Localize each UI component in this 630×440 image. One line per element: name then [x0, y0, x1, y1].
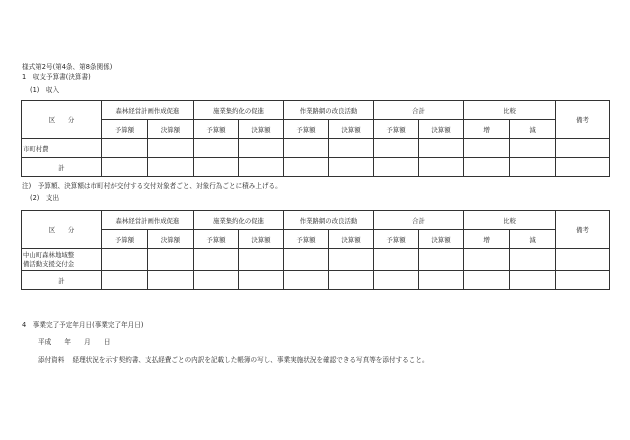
cell[interactable]: [148, 158, 194, 177]
cell[interactable]: [239, 271, 284, 290]
attachments: [38, 356, 429, 365]
cell[interactable]: [464, 249, 510, 271]
cell[interactable]: [194, 139, 239, 158]
cell[interactable]: [464, 158, 510, 177]
cell[interactable]: [419, 139, 464, 158]
subheader-increase: 増: [464, 230, 510, 249]
header-road-network: 作業路網の改良活動: [284, 101, 374, 120]
cell[interactable]: [419, 249, 464, 271]
row-label-grant-line1: 中山町森林地域整: [23, 251, 75, 259]
form-title: 様式第2号(第4条、第8条関係): [22, 63, 113, 71]
cell[interactable]: [239, 158, 284, 177]
table-row: [22, 249, 610, 271]
header-total: 合計: [374, 101, 464, 120]
header-total: 合計: [374, 211, 464, 230]
table-row: [22, 139, 610, 158]
subheader-settlement: 決算額: [419, 120, 464, 139]
cell[interactable]: [329, 139, 374, 158]
cell[interactable]: [510, 249, 556, 271]
cell[interactable]: [148, 139, 194, 158]
cell[interactable]: [464, 271, 510, 290]
cell[interactable]: [239, 249, 284, 271]
expense-table: [21, 210, 610, 290]
subheader-settlement: 決算額: [148, 120, 194, 139]
cell[interactable]: [194, 158, 239, 177]
completion-date: 平成 年 月 日: [38, 338, 111, 346]
header-remarks: 備考: [556, 211, 610, 249]
cell[interactable]: [239, 139, 284, 158]
cell[interactable]: [556, 249, 610, 271]
header-plan-creation: 森林経営計画作成促進: [102, 211, 194, 230]
subsection-expense: (2) 支出: [30, 194, 60, 202]
cell[interactable]: [510, 271, 556, 290]
subheader-decrease: 減: [510, 120, 556, 139]
cell[interactable]: [556, 139, 610, 158]
attachments-text: 経理状況を示す契約書、支払経費ごとの内訳を記載した帳簿の写し、事業実施状況を確認できる写真等を添付すること。: [72, 356, 429, 364]
header-consolidation: 施業集約化の促進: [194, 211, 284, 230]
cell[interactable]: [419, 158, 464, 177]
row-label-total: 計: [22, 271, 102, 290]
cell[interactable]: [374, 139, 419, 158]
cell[interactable]: [510, 139, 556, 158]
subheader-budget: 予算額: [194, 230, 239, 249]
subheader-budget: 予算額: [194, 120, 239, 139]
header-comparison: 比較: [464, 211, 556, 230]
subheader-budget: 予算額: [102, 230, 148, 249]
table-row: [22, 158, 610, 177]
subheader-budget: 予算額: [284, 120, 329, 139]
header-road-network: 作業路網の改良活動: [284, 211, 374, 230]
row-label-grant-line2: 備活動支援交付金: [23, 259, 75, 268]
cell[interactable]: [102, 249, 148, 271]
cell[interactable]: [102, 139, 148, 158]
cell[interactable]: [194, 249, 239, 271]
cell[interactable]: [556, 271, 610, 290]
section-1-heading: 1 収支予算書(決算書): [22, 73, 91, 81]
cell[interactable]: [329, 271, 374, 290]
subsection-income: (1) 収入: [30, 86, 60, 94]
cell[interactable]: [102, 271, 148, 290]
header-consolidation: 施業集約化の促進: [194, 101, 284, 120]
section-4-heading: 4 事業完了予定年月日(事業完了年月日): [22, 321, 144, 329]
note-text: 注) 予算額、決算額は市町村が交付する交付対象者ごと、対象行為ごとに積み上げる。: [22, 182, 282, 190]
subheader-settlement: 決算額: [239, 230, 284, 249]
subheader-budget: 予算額: [374, 230, 419, 249]
cell[interactable]: [374, 249, 419, 271]
header-kubun: 区 分: [22, 101, 102, 139]
subheader-settlement: 決算額: [419, 230, 464, 249]
subheader-budget: 予算額: [374, 120, 419, 139]
subheader-increase: 増: [464, 120, 510, 139]
row-label-grant: [22, 249, 102, 271]
cell[interactable]: [284, 139, 329, 158]
attachments-label: 添付資料: [38, 356, 65, 364]
subheader-settlement: 決算額: [239, 120, 284, 139]
subheader-decrease: 減: [510, 230, 556, 249]
subheader-budget: 予算額: [284, 230, 329, 249]
cell[interactable]: [556, 158, 610, 177]
cell[interactable]: [329, 249, 374, 271]
cell[interactable]: [284, 271, 329, 290]
cell[interactable]: [148, 271, 194, 290]
cell[interactable]: [102, 158, 148, 177]
cell[interactable]: [419, 271, 464, 290]
cell[interactable]: [464, 139, 510, 158]
cell[interactable]: [148, 249, 194, 271]
cell[interactable]: [329, 158, 374, 177]
header-comparison: 比較: [464, 101, 556, 120]
header-remarks: 備考: [556, 101, 610, 139]
subheader-budget: 予算額: [102, 120, 148, 139]
cell[interactable]: [194, 271, 239, 290]
cell[interactable]: [374, 158, 419, 177]
income-table: [21, 100, 610, 177]
subheader-settlement: 決算額: [148, 230, 194, 249]
subheader-settlement: 決算額: [329, 120, 374, 139]
cell[interactable]: [374, 271, 419, 290]
subheader-settlement: 決算額: [329, 230, 374, 249]
header-kubun: 区 分: [22, 211, 102, 249]
row-label-total: 計: [22, 158, 102, 177]
header-plan-creation: 森林経営計画作成促進: [102, 101, 194, 120]
table-row: [22, 271, 610, 290]
cell[interactable]: [284, 249, 329, 271]
cell[interactable]: [510, 158, 556, 177]
row-label-municipal: 市町村費: [22, 139, 102, 158]
cell[interactable]: [284, 158, 329, 177]
